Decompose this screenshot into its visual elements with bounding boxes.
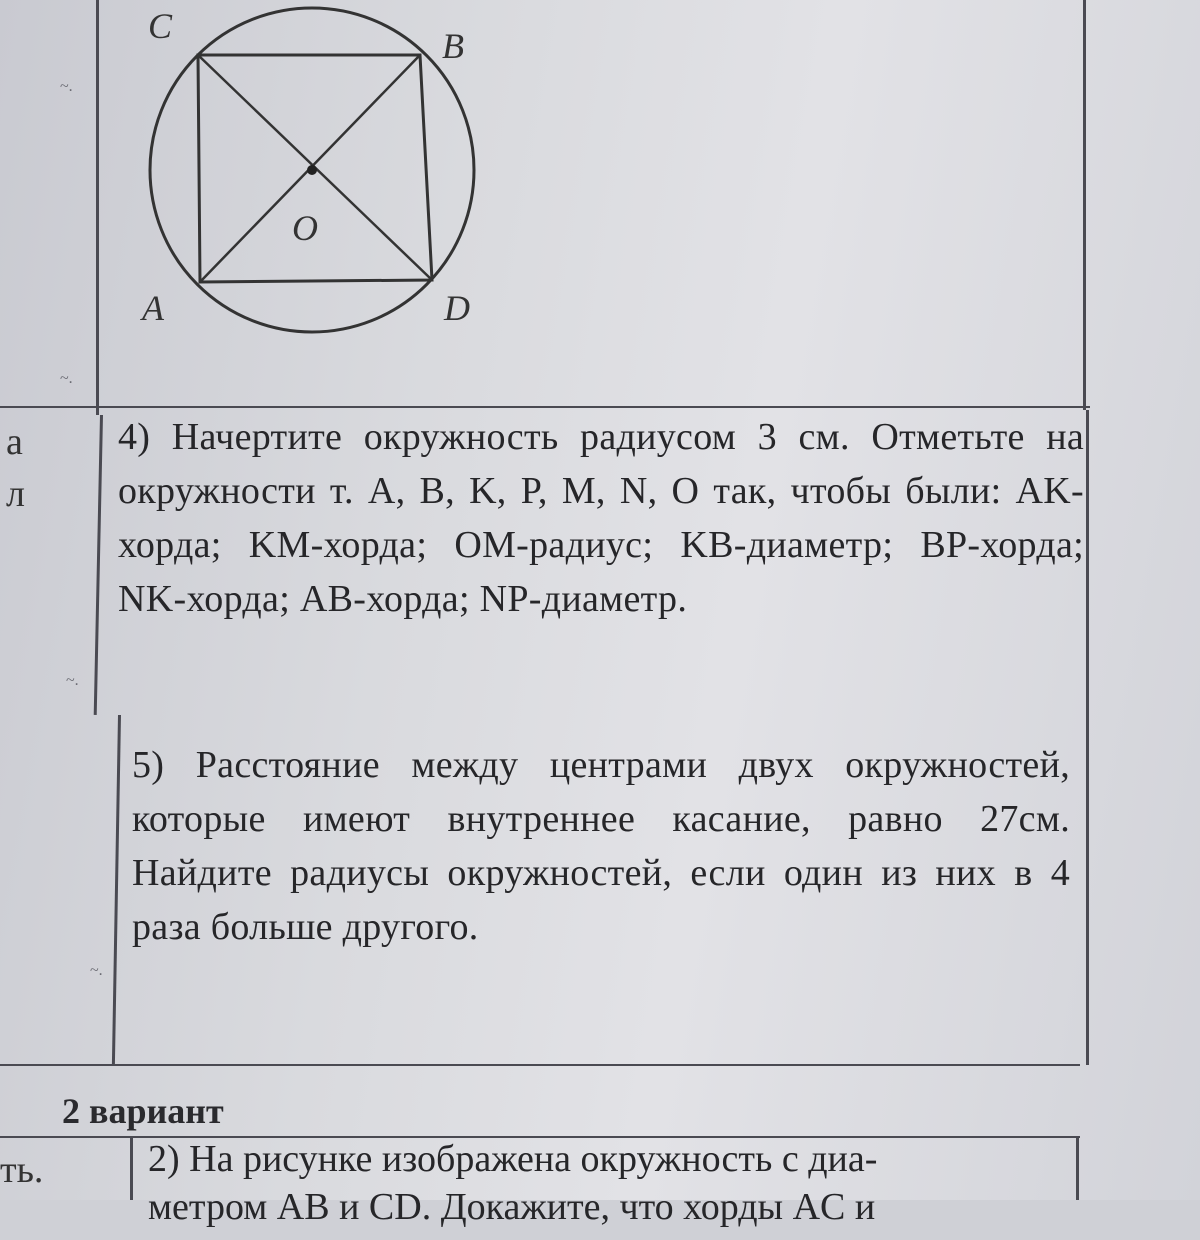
center-point	[307, 165, 317, 175]
margin-fragment-ts: ть.	[0, 1149, 44, 1191]
margin-fragment-l: л	[6, 473, 25, 515]
circle-inscribed-square-diagram	[120, 0, 520, 360]
variant-heading: 2 вариант	[62, 1091, 224, 1131]
table-vertical-rule-right-lower	[1086, 410, 1089, 1065]
geometry-figure	[120, 0, 520, 360]
table-vertical-rule-left-lower	[94, 415, 103, 715]
table-vertical-rule-variant-right	[1076, 1138, 1079, 1200]
table-vertical-rule-right	[1083, 0, 1086, 410]
label-b: B	[442, 26, 464, 66]
label-o: O	[292, 208, 318, 248]
task-4-text: 4) Начертите окружность радиусом 3 см. Отметьте на окружности т. A, B, K, P, M, N, O так, чтобы были: AK-хорда; KM-хорда; OM-радиус; KB-диаметр; BP-хорда; NK-хорда; AB-хорда; NP-диаметр.	[118, 416, 1084, 620]
table-vertical-rule-left	[96, 0, 99, 415]
table-vertical-rule-variant	[130, 1138, 133, 1200]
label-d: D	[444, 288, 470, 328]
pencil-mark: ~.	[60, 78, 73, 95]
table-vertical-rule-left-bottom	[112, 715, 121, 1065]
task-2-line-2-partial	[148, 1186, 1048, 1228]
task-2-line-1: 2) На рисунке изображена окружность с диа-	[148, 1138, 878, 1180]
task-2-line-2-text: метром AB и CD. Докажите, что хорды AC и	[148, 1186, 876, 1228]
pencil-mark: ~.	[66, 672, 79, 689]
label-c: C	[148, 6, 173, 46]
margin-fragment-a: а	[6, 421, 23, 463]
pencil-mark: ~.	[60, 370, 73, 387]
table-horizontal-rule-1	[0, 406, 1090, 408]
pencil-mark: ~.	[90, 962, 103, 979]
label-a: A	[142, 288, 164, 328]
task-5-text: 5) Расстояние между центрами двух окружностей, которые имеют внутреннее касание, равно 27см. Найдите радиусы окружностей, если один из них в 4 раза больше другого.	[132, 744, 1070, 948]
table-horizontal-rule-2	[0, 1064, 1080, 1066]
